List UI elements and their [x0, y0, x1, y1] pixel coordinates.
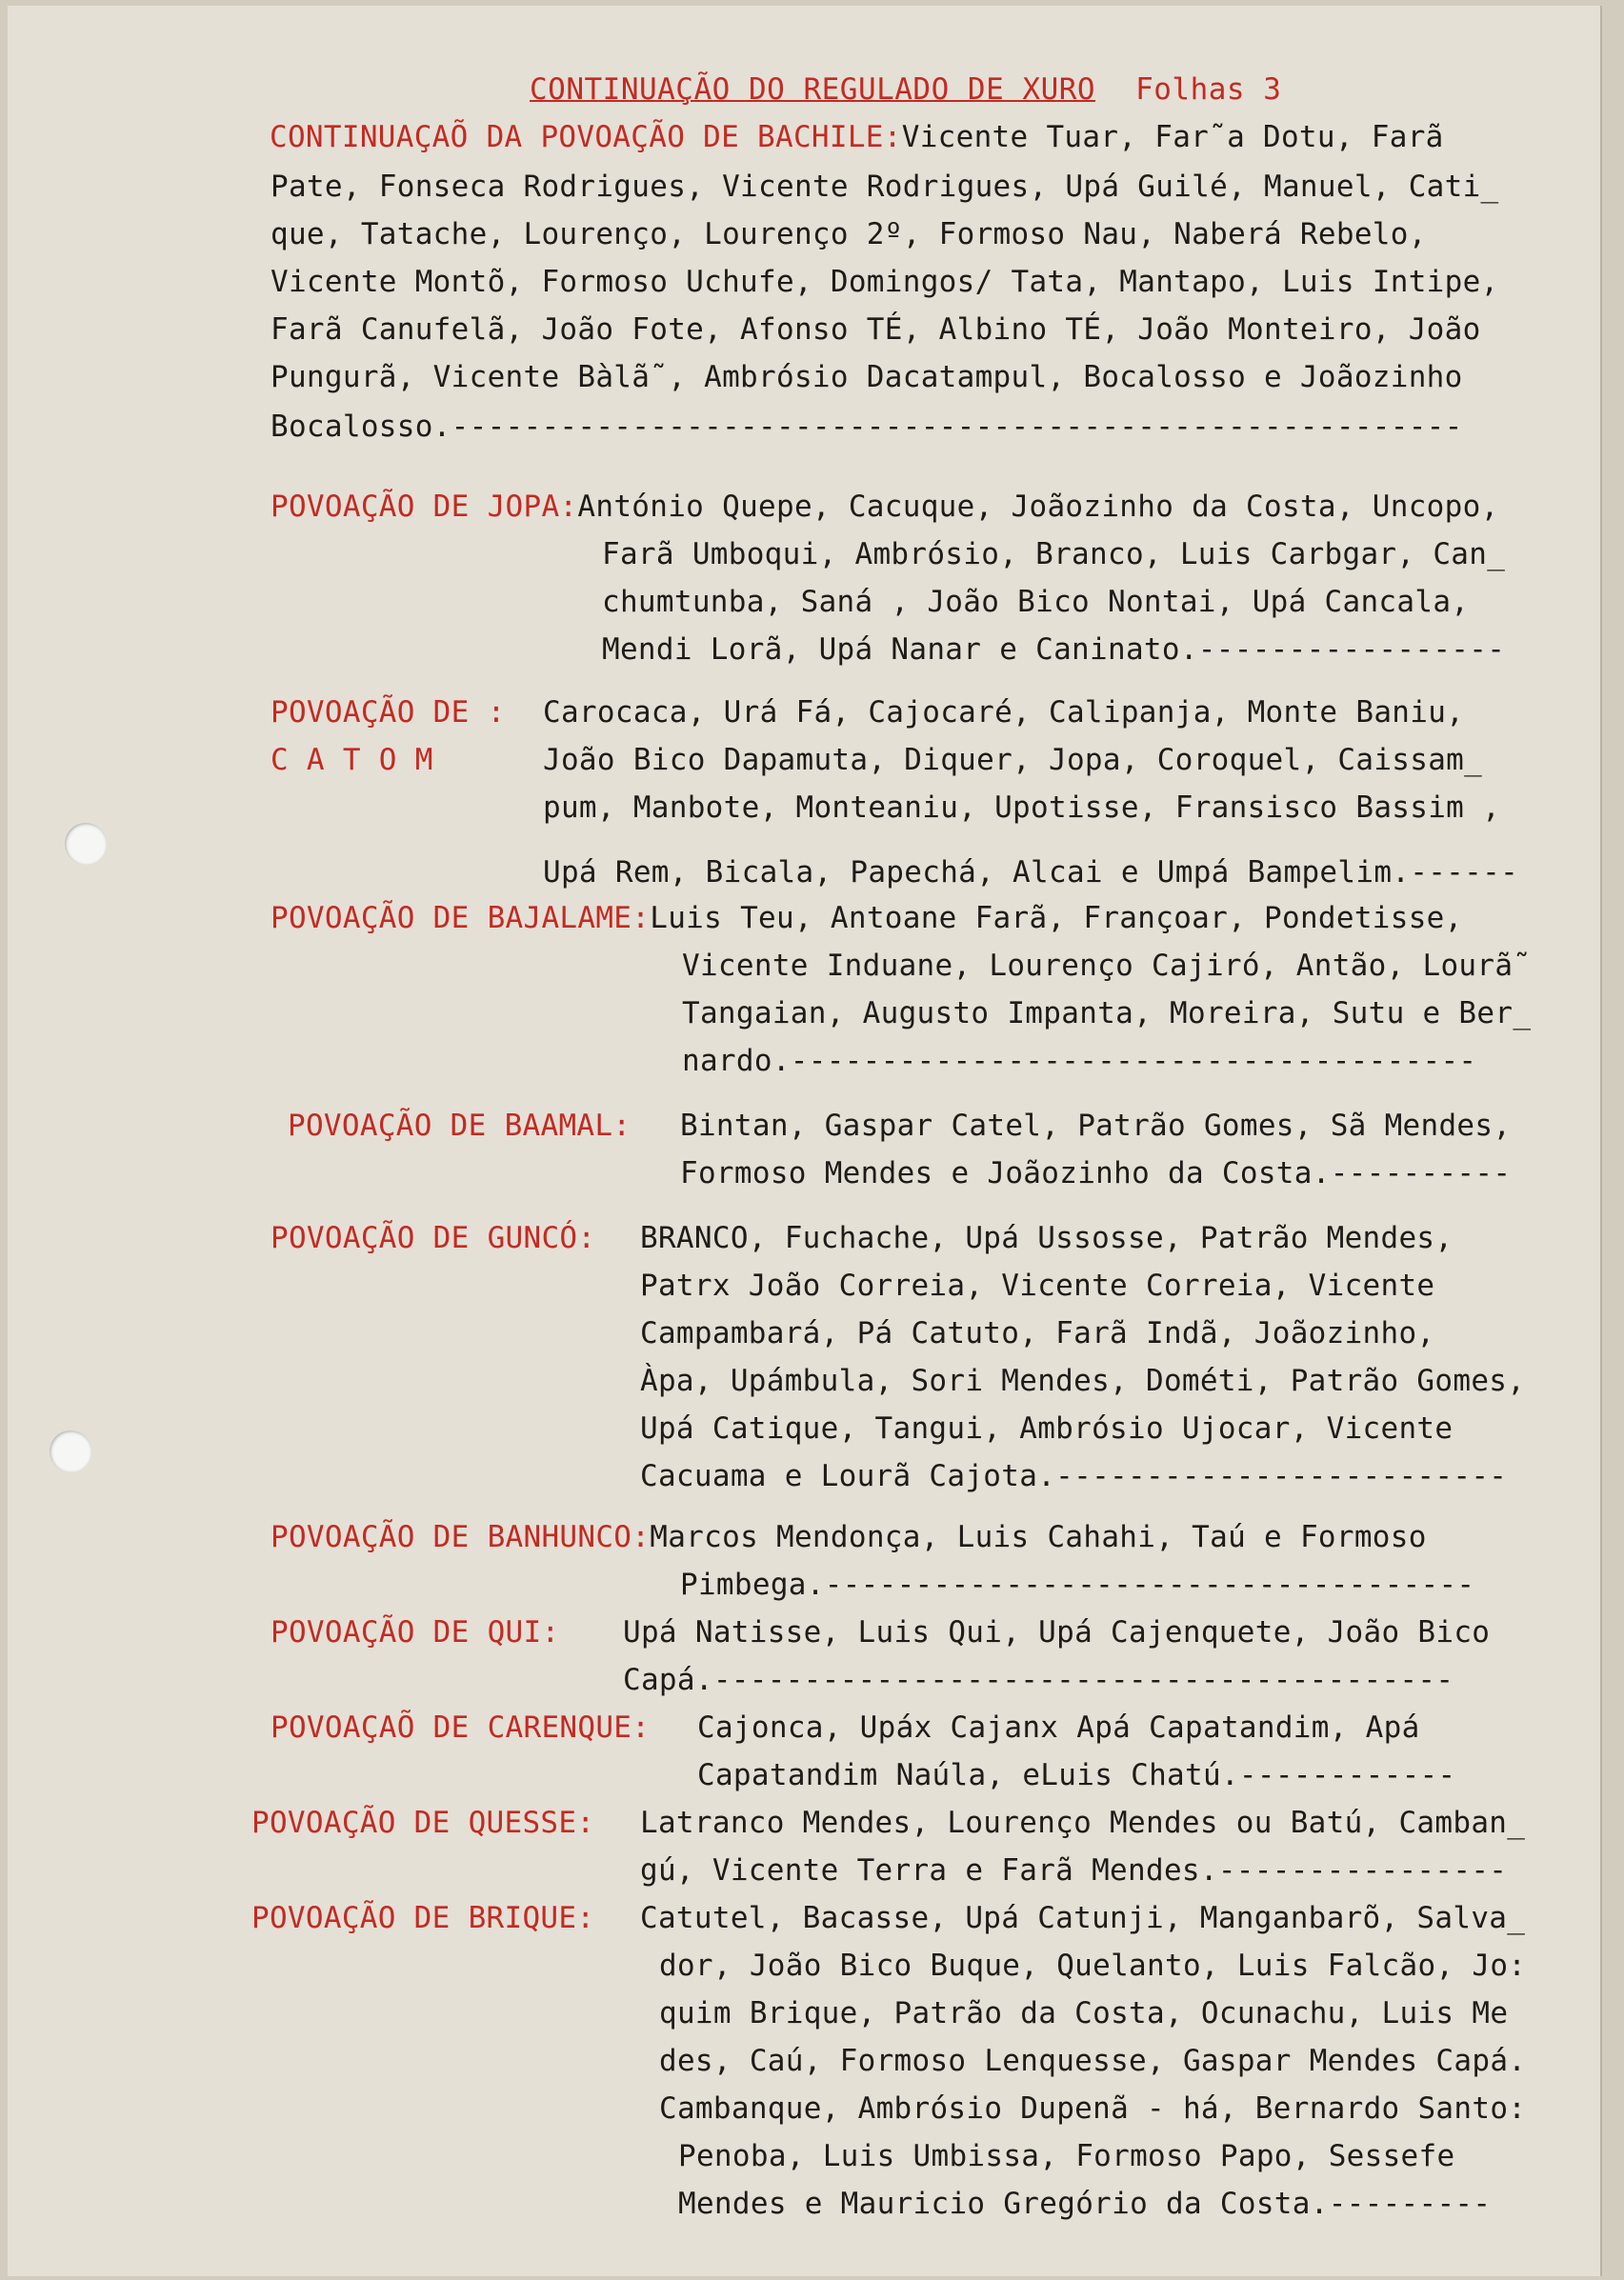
section-text: Tangaian, Augusto Impanta, Moreira, Sutu e Ber_ — [682, 996, 1532, 1030]
page-header — [530, 72, 1281, 107]
section-text: quim Brique, Patrão da Costa, Ocunachu, Luis Me — [659, 1996, 1509, 2030]
section-text: Cambanque, Ambrósio Dupenã - há, Bernardo Santo: — [659, 2091, 1527, 2126]
section-label: CONTINUAÇAÕ DA POVOAÇÃO DE BACHILE: — [270, 120, 902, 154]
section-text: Catutel, Bacasse, Upá Catunji, Manganbarõ, Salva_ — [640, 1901, 1526, 1935]
section-text: pum, Manbote, Monteaniu, Upotisse, Fransisco Bassim , — [543, 790, 1501, 825]
section-text: Marcos Mendonça, Luis Cahahi, Taú e Formoso — [650, 1520, 1427, 1554]
section-text: Penoba, Luis Umbissa, Formoso Papo, Sessefe — [678, 2139, 1455, 2173]
section-text: Capatandim Naúla, eLuis Chatú.------------ — [697, 1758, 1456, 1792]
section-text: Farã Canufelã, João Fote, Afonso TÉ, Albino TÉ, João Monteiro, João — [271, 312, 1481, 347]
section-label-name: C A T O M — [271, 743, 433, 777]
section-text: Farã Umboqui, Ambrósio, Branco, Luis Carbgar, Can_ — [602, 537, 1506, 571]
section-text: Pate, Fonseca Rodrigues, Vicente Rodrigues, Upá Guilé, Manuel, Cati_ — [271, 170, 1499, 204]
section-text: dor, João Bico Buque, Quelanto, Luis Falcão, Jo: — [659, 1949, 1527, 1983]
section-text: Vicente Induane, Lourenço Cajiró, Antão, Lourã˜ — [682, 949, 1532, 983]
line-1 — [271, 901, 1463, 935]
folio-number: Folhas 3 — [1135, 72, 1282, 107]
section-text: Pungurã, Vicente Bàlã˜, Ambrósio Dacatampul, Bocalosso e Joãozinho — [271, 360, 1463, 394]
section-text: Luis Teu, Antoane Farã, Françoar, Pondetisse, — [650, 901, 1463, 935]
section-text: chumtunba, Saná , João Bico Nontai, Upá Cancala, — [602, 585, 1470, 619]
section-label: POVOAÇÃO DE BAJALAME: — [271, 901, 651, 935]
section-label: POVOAÇÃO DE JOPA: — [271, 490, 578, 524]
section-text: Capá.----------------------------------------- — [623, 1663, 1454, 1697]
section-text: Àpa, Upámbula, Sori Mendes, Dométi, Patrão Gomes, — [640, 1364, 1526, 1398]
line-1 — [271, 1520, 1427, 1554]
section-text: Mendes e Mauricio Gregório da Costa.--------- — [678, 2187, 1492, 2221]
section-text: Upá Catique, Tangui, Ambrósio Ujocar, Vicente — [640, 1411, 1454, 1446]
section-text: João Bico Dapamuta, Diquer, Jopa, Coroquel, Caissam_ — [543, 743, 1483, 777]
section-text: Campambará, Pá Catuto, Farã Indã, Joãozinho, — [640, 1316, 1435, 1350]
section-text: nardo.-------------------------------------- — [682, 1044, 1477, 1078]
section-label: POVOAÇÃO DE : — [271, 695, 506, 730]
section-text: Upá Natisse, Luis Qui, Upá Cajenquete, João Bico — [623, 1615, 1491, 1650]
section-text: António Quepe, Cacuque, Joãozinho da Costa, Uncopo, — [577, 490, 1499, 524]
section-label: POVOAÇÃO DE BAAMAL: — [288, 1109, 632, 1143]
section-text: Vicente Montõ, Formoso Uchufe, Domingos/ Tata, Mantapo, Luis Intipe, — [271, 265, 1499, 299]
line-1 — [270, 120, 1444, 154]
punch-hole-bottom — [50, 1430, 91, 1472]
section-label: POVOAÇÃO DE BRIQUE: — [251, 1901, 595, 1935]
section-text: Mendi Lorã, Upá Nanar e Caninato.----------------- — [602, 632, 1506, 667]
section-text: Bintan, Gaspar Catel, Patrão Gomes, Sã Mendes, — [680, 1109, 1512, 1143]
section-text: Patrx João Correia, Vicente Correia, Vicente — [640, 1269, 1435, 1303]
section-label: POVOAÇÃO DE GUNCÓ: — [271, 1221, 596, 1255]
section-text: que, Tatache, Lourenço, Lourenço 2º, Formoso Nau, Naberá Rebelo, — [271, 217, 1427, 251]
section-text: Pimbega.------------------------------------ — [680, 1568, 1475, 1602]
section-label: POVOAÇÃO DE QUESSE: — [251, 1806, 595, 1840]
section-text: gú, Vicente Terra e Farã Mendes.---------------- — [640, 1853, 1508, 1888]
line-1 — [271, 490, 1499, 524]
section-text: Formoso Mendes e Joãozinho da Costa.---------- — [680, 1156, 1512, 1190]
section-text: Latranco Mendes, Lourenço Mendes ou Batú, Camban_ — [640, 1806, 1526, 1840]
section-text: Vicente Tuar, Far˜a Dotu, Farã — [901, 120, 1444, 154]
section-text: Bocalosso.-------------------------------------------------------- — [271, 410, 1463, 444]
section-text: Upá Rem, Bicala, Papechá, Alcai e Umpá Bampelim.------ — [543, 855, 1519, 890]
section-label: POVOAÇÃO DE BANHUNCO: — [271, 1520, 651, 1554]
section-text: Carocaca, Urá Fá, Cajocaré, Calipanja, Monte Baniu, — [543, 695, 1465, 730]
section-text: des, Caú, Formoso Lenquesse, Gaspar Mendes Capá. — [659, 2044, 1527, 2078]
section-text: BRANCO, Fuchache, Upá Ussosse, Patrão Mendes, — [640, 1221, 1454, 1255]
header-title: CONTINUAÇÃO DO REGULADO DE XURO — [530, 72, 1096, 107]
document-page — [8, 6, 1600, 2276]
section-label: POVOAÇÃO DE QUI: — [271, 1615, 560, 1650]
punch-hole-top — [65, 823, 107, 865]
section-text: Cajonca, Upáx Cajanx Apá Capatandim, Apá — [697, 1710, 1420, 1745]
section-label: POVOAÇAÕ DE CARENQUE: — [271, 1710, 651, 1745]
section-text: Cacuama e Lourã Cajota.------------------------- — [640, 1459, 1508, 1493]
